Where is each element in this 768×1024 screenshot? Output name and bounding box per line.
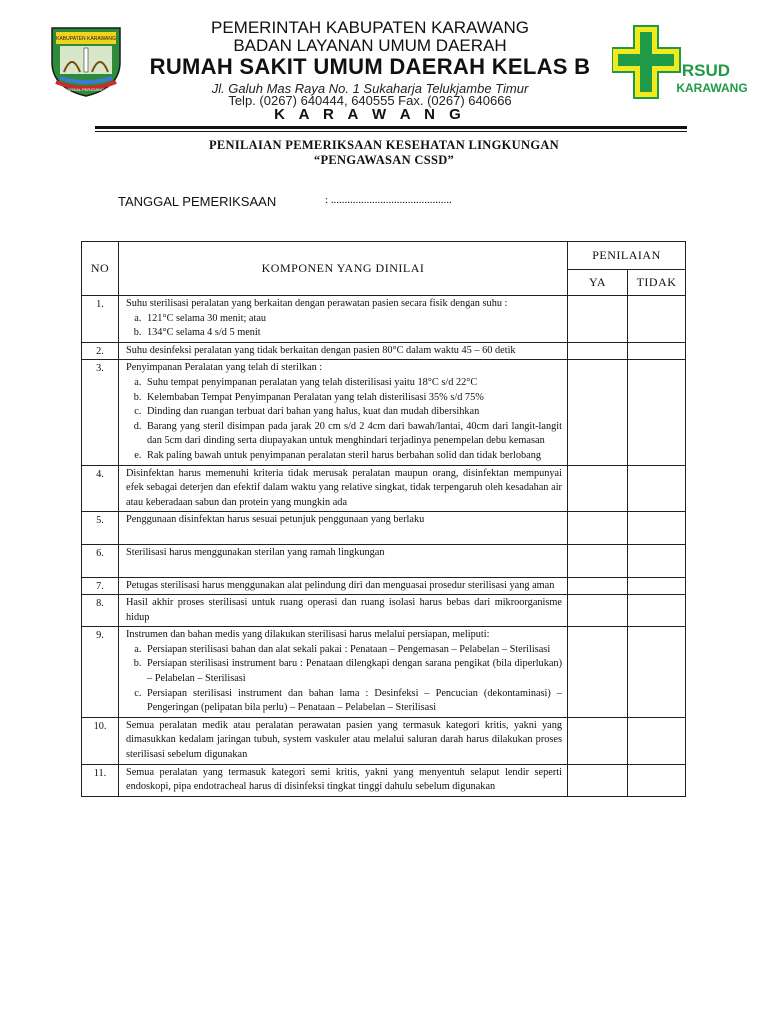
row-number: 11. [82,764,119,796]
component-subitem: e. Rak paling bawah untuk penyimpanan peralatan steril harus berbahan solid dan tidak berlobang [144,449,562,464]
document-title: PENILAIAN PEMERIKSAAN KESEHATAN LINGKUNGAN [208,138,560,152]
check-tidak-cell[interactable] [628,764,686,796]
rsud-logo-text: RSUD [681,61,731,80]
inspection-date-label: TANGGAL PEMERIKSAAN [118,194,277,209]
row-component [119,544,568,577]
component-subitem: a. 121°C selama 30 menit; atau [144,312,562,327]
row-spacer [126,561,562,576]
check-ya-cell[interactable] [568,627,628,718]
letterhead-city: K A R A W A N G [274,106,466,123]
row-component [119,512,568,545]
check-tidak-cell[interactable] [628,595,686,627]
check-tidak-cell[interactable] [628,627,686,718]
document-subtitle: “PENGAWASAN CSSD” [313,153,455,167]
row-number: 3. [82,360,119,465]
component-text: Suhu desinfeksi peralatan yang tidak berkaitan dengan pasien 80°C dalam waktu 45 – 60 detik [126,344,516,356]
assessment-table [81,241,686,797]
row-component [119,577,568,595]
check-ya-cell[interactable] [568,465,628,512]
table-row [82,595,686,627]
row-number: 9. [82,627,119,718]
row-component [119,465,568,512]
rsud-logo-subtext: KARAWANG [676,81,748,95]
check-ya-cell[interactable] [568,717,628,764]
check-ya-cell[interactable] [568,595,628,627]
check-ya-cell[interactable] [568,342,628,360]
component-text: Semua peralatan yang termasuk kategori semi kritis, yakni yang menyentuh selaput lendir seperti endoskopi, pipa endotracheal harus di disinfeksi tingkat tinggi dahulu sebelum digunakan [126,766,562,793]
component-sublist [126,376,562,464]
row-number: 5. [82,512,119,545]
header-tidak: TIDAK [628,270,686,296]
row-number: 10. [82,717,119,764]
component-text: Instrumen dan bahan medis yang dilakukan sterilisasi harus melalui persiapan, meliputi: [126,629,490,641]
component-subitem: d. Barang yang steril disimpan pada jarak 20 cm s/d 2 4cm dari bawah/lantai, 40cm dari langit-langit dan 5cm dari dinding serta diupayakan untuk menghindari terjadinya penempelan debu kemasan [144,420,562,449]
component-subitem: c. Dinding dan ruangan terbuat dari bahan yang halus, kuat dan mudah dibersihkan [144,405,562,420]
check-ya-cell[interactable] [568,577,628,595]
row-component [119,342,568,360]
component-subitem: a. Suhu tempat penyimpanan peralatan yang telah disterilisasi yaitu 18°C s/d 22°C [144,376,562,391]
table-body [82,296,686,797]
row-component [119,360,568,465]
row-number: 7. [82,577,119,595]
row-number: 1. [82,296,119,343]
component-subitem: b. Kelembaban Tempat Penyimpanan Peralatan yang telah disterilisasi 35% s/d 75% [144,391,562,406]
crest-caption-top: KABUPATEN KARAWANG [56,36,116,42]
component-text: Penyimpanan Peralatan yang telah di sterilkan : [126,362,323,374]
table-row [82,296,686,343]
letterhead-rule-thick [95,126,687,129]
component-sublist [126,643,562,716]
check-ya-cell[interactable] [568,544,628,577]
header-no: NO [82,242,119,296]
letterhead-hospital-name: RUMAH SAKIT UMUM DAERAH KELAS B [149,54,591,79]
kabupaten-karawang-crest-icon [46,22,126,98]
component-text: Sterilisasi harus menggunakan sterilan yang ramah lingkungan [126,546,385,558]
check-tidak-cell[interactable] [628,717,686,764]
check-ya-cell[interactable] [568,360,628,465]
component-text: Disinfektan harus memenuhi kriteria tidak merusak peralatan maupun orang, disinfektan mempunyai efek sebagai deterjen dan efektif dalam waktu yang relative singkat, tidak terpengaruh oleh kesadahan air atau keberadaan sabun dan protein yang mungkin ada [126,467,562,508]
row-number: 8. [82,595,119,627]
header-penilaian: PENILAIAN [568,242,686,270]
component-subitem: c. Persiapan sterilisasi instrument dan bahan lama : Desinfeksi – Pencucian (dekontaminasi) – Pengeringan (pelipatan bila perlu) – Penataan – Pelabelan – Sterilisasi [144,687,562,716]
check-ya-cell[interactable] [568,512,628,545]
check-tidak-cell[interactable] [628,512,686,545]
component-subitem: b. Persiapan sterilisasi instrument baru : Penataan dilengkapi dengan sarana pengikat (bila diperlukan) – Pelabelan – Sterilisasi [144,657,562,686]
check-tidak-cell[interactable] [628,544,686,577]
check-tidak-cell[interactable] [628,465,686,512]
table-row [82,465,686,512]
letterhead [0,0,768,130]
table-header-row [82,242,686,270]
table-row [82,717,686,764]
row-component [119,595,568,627]
rsud-cross-icon [612,24,752,100]
component-subitem: a. Persiapan sterilisasi bahan dan alat sekali pakai : Penataan – Pengemasan – Pelabelan – Sterilisasi [144,643,562,658]
crest-caption-bottom: PANGKAL PERJOANGAN [62,87,110,92]
letterhead-government: PEMERINTAH KABUPATEN KARAWANG [210,18,529,37]
inspection-date-field[interactable]: : ............................................ [325,194,452,206]
row-component [119,764,568,796]
header-ya: YA [568,270,628,296]
component-text: Hasil akhir proses sterilisasi untuk ruang operasi dan ruang isolasi harus bebas dari mikroorganisme hidup [126,597,562,623]
row-component [119,296,568,343]
row-component [119,627,568,718]
table-row [82,342,686,360]
table-row [82,764,686,796]
row-component [119,717,568,764]
table-row [82,577,686,595]
check-tidak-cell[interactable] [628,342,686,360]
check-ya-cell[interactable] [568,296,628,343]
row-number: 4. [82,465,119,512]
component-text: Semua peralatan medik atau peralatan perawatan pasien yang termasuk kategori kritis, yakni yang dimasukkan kedalam jaringan tubuh, system vaskuler atau melalui saluran darah harus dilakukan proses sterilisasi sebelum digunakan [126,719,562,761]
header-komponen: KOMPONEN YANG DINILAI [119,242,568,296]
table-row [82,544,686,577]
table-row [82,512,686,545]
check-tidak-cell[interactable] [628,296,686,343]
check-tidak-cell[interactable] [628,577,686,595]
check-ya-cell[interactable] [568,764,628,796]
component-text: Penggunaan disinfektan harus sesuai petunjuk penggunaan yang berlaku [126,514,425,526]
letterhead-phone: Telp. (0267) 640444, 640555 Fax. (0267) 640666 [228,93,512,108]
check-tidak-cell[interactable] [628,360,686,465]
row-spacer [126,528,562,543]
row-number: 6. [82,544,119,577]
letterhead-rule-thin [95,131,687,132]
table-row [82,360,686,465]
letterhead-address: Jl. Galuh Mas Raya No. 1 Sukaharja Telukjambe Timur [211,81,529,96]
component-text: Petugas sterilisasi harus menggunakan alat pelindung diri dan menguasai prosedur sterilisasi yang aman [126,579,555,591]
component-text: Suhu sterilisasi peralatan yang berkaitan dengan perawatan pasien secara fisik dengan suhu : [126,298,508,309]
letterhead-agency: BADAN LAYANAN UMUM DAERAH [233,36,507,55]
component-subitem: b. 134°C selama 4 s/d 5 menit [144,326,562,341]
row-number: 2. [82,342,119,360]
component-sublist [126,312,562,341]
table-row [82,627,686,718]
